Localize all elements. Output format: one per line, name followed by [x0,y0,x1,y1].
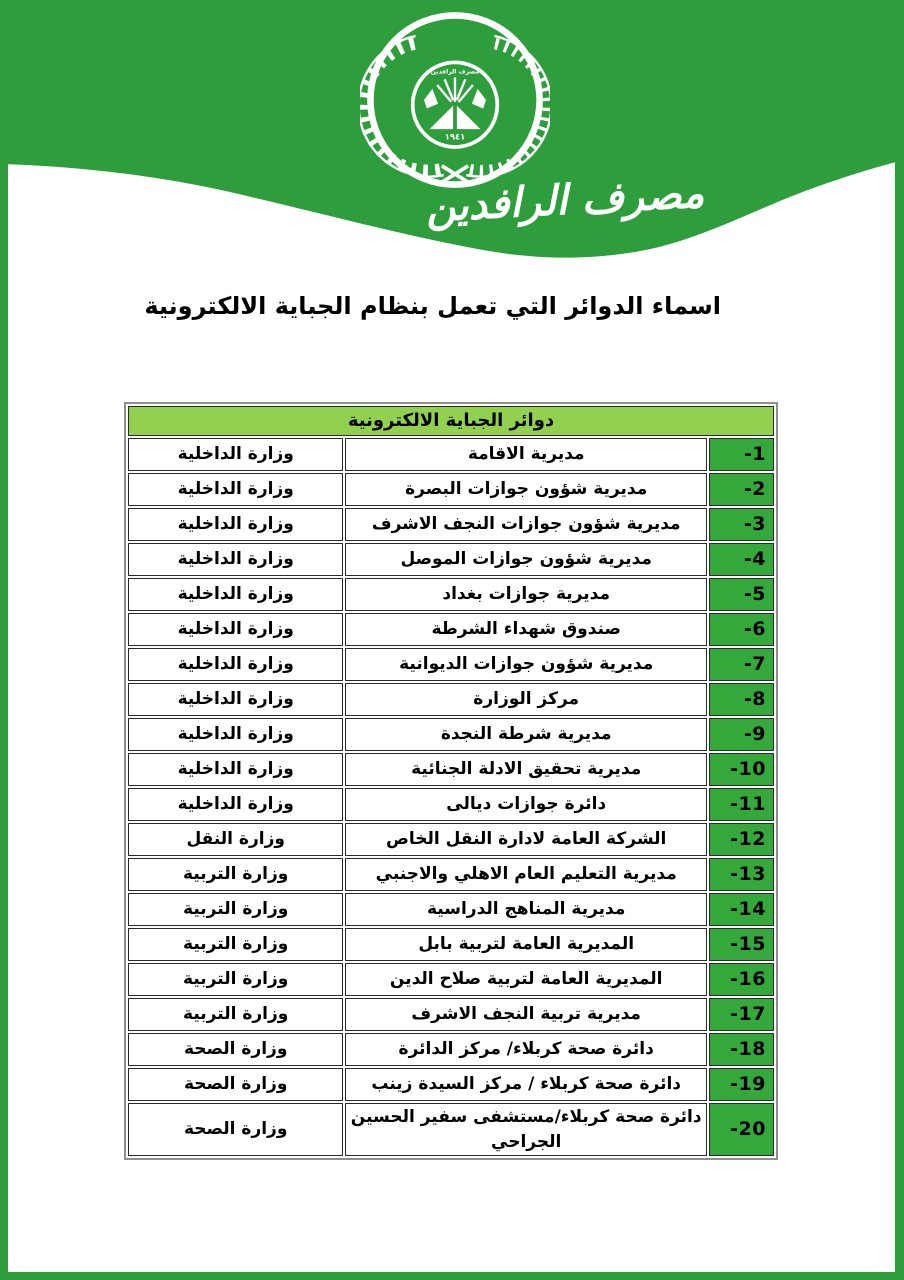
table-row [128,718,774,751]
table-row [128,543,774,576]
row-number-cell: -13 [709,858,774,891]
ministry-cell: وزارة الداخلية [128,683,343,716]
bank-name-calligraphy: مصرف الرافدين [424,168,706,232]
department-cell: مديرية الاقامة [345,438,707,471]
department-cell: دائرة جوازات ديالى [345,788,707,821]
ministry-cell: وزارة الداخلية [128,788,343,821]
page-title: اسماء الدوائر التي تعمل بنظام الجباية الالكترونية [144,292,721,320]
table-row [128,788,774,821]
department-cell: دائرة صحة كربلاء/ مركز الدائرة [345,1033,707,1066]
row-number-cell: -20 [709,1103,774,1156]
ministry-cell: وزارة الداخلية [128,578,343,611]
row-number-cell: -2 [709,473,774,506]
page-border-left [0,0,8,1280]
department-cell: مديرية التعليم العام الاهلي والاجنبي [345,858,707,891]
table-row [128,1033,774,1066]
ministry-cell: وزارة الداخلية [128,543,343,576]
table-body [128,438,774,1156]
ministry-cell: وزارة الداخلية [128,718,343,751]
table-row [128,648,774,681]
department-cell: الشركة العامة لادارة النقل الخاص [345,823,707,856]
department-cell: مديرية المناهج الدراسية [345,893,707,926]
page-border-right [895,0,904,1280]
ministry-cell: وزارة الصحة [128,1033,343,1066]
table-row [128,683,774,716]
bank-emblem-icon [360,6,550,194]
row-number-cell: -19 [709,1068,774,1101]
fountain-icon [424,77,486,129]
table-title: دوائر الجباية الالكترونية [128,406,774,436]
row-number-cell: -5 [709,578,774,611]
row-number-cell: -7 [709,648,774,681]
table-row [128,438,774,471]
row-number-cell: -15 [709,928,774,961]
row-number-cell: -14 [709,893,774,926]
ministry-cell: وزارة الصحة [128,1068,343,1101]
department-cell: صندوق شهداء الشرطة [345,613,707,646]
department-cell: مديرية شؤون جوازات الموصل [345,543,707,576]
ministry-cell: وزارة التربية [128,893,343,926]
table-row [128,473,774,506]
row-number-cell: -10 [709,753,774,786]
row-number-cell: -9 [709,718,774,751]
table-row [128,1068,774,1101]
table-row [128,753,774,786]
department-cell: مديرية شؤون جوازات الديوانية [345,648,707,681]
table-header-row [128,406,774,436]
table-row [128,963,774,996]
row-number-cell: -16 [709,963,774,996]
ministry-cell: وزارة الداخلية [128,613,343,646]
table-row [128,858,774,891]
table-row [128,998,774,1031]
department-cell: مديرية شؤون جوازات النجف الاشرف [345,508,707,541]
ministry-cell: وزارة التربية [128,928,343,961]
ministry-cell: وزارة التربية [128,963,343,996]
row-number-cell: -4 [709,543,774,576]
departments-table [124,402,778,1160]
department-cell: مديرية تحقيق الادلة الجنائية [345,753,707,786]
row-number-cell: -12 [709,823,774,856]
page-border-bottom [0,1272,904,1280]
table-row [128,893,774,926]
emblem-top-text: مصرف الرافدين [430,68,480,76]
department-cell: المديرية العامة لتربية بابل [345,928,707,961]
department-cell: دائرة صحة كربلاء/مستشفى سفير الحسين الجراحي [345,1103,707,1156]
ministry-cell: وزارة التربية [128,858,343,891]
ministry-cell: وزارة الصحة [128,1103,343,1156]
department-cell: مديرية شؤون جوازات البصرة [345,473,707,506]
ministry-cell: وزارة الداخلية [128,438,343,471]
department-cell: مديرية جوازات بغداد [345,578,707,611]
department-cell: دائرة صحة كربلاء / مركز السيدة زينب [345,1068,707,1101]
ministry-cell: وزارة التربية [128,998,343,1031]
row-number-cell: -3 [709,508,774,541]
table-row [128,613,774,646]
table-row [128,578,774,611]
table-row [128,928,774,961]
ministry-cell: وزارة الداخلية [128,473,343,506]
ministry-cell: وزارة الداخلية [128,648,343,681]
bank-logo [360,6,550,194]
ministry-cell: وزارة النقل [128,823,343,856]
row-number-cell: -6 [709,613,774,646]
row-number-cell: -17 [709,998,774,1031]
emblem-year: ١٩٤١ [444,131,466,142]
ministry-cell: وزارة الداخلية [128,753,343,786]
row-number-cell: -1 [709,438,774,471]
department-cell: المديرية العامة لتربية صلاح الدين [345,963,707,996]
table-row [128,1103,774,1156]
department-cell: مديرية تربية النجف الاشرف [345,998,707,1031]
row-number-cell: -8 [709,683,774,716]
department-cell: مركز الوزارة [345,683,707,716]
ministry-cell: وزارة الداخلية [128,508,343,541]
row-number-cell: -11 [709,788,774,821]
department-cell: مديرية شرطة النجدة [345,718,707,751]
table-row [128,508,774,541]
table-row [128,823,774,856]
row-number-cell: -18 [709,1033,774,1066]
